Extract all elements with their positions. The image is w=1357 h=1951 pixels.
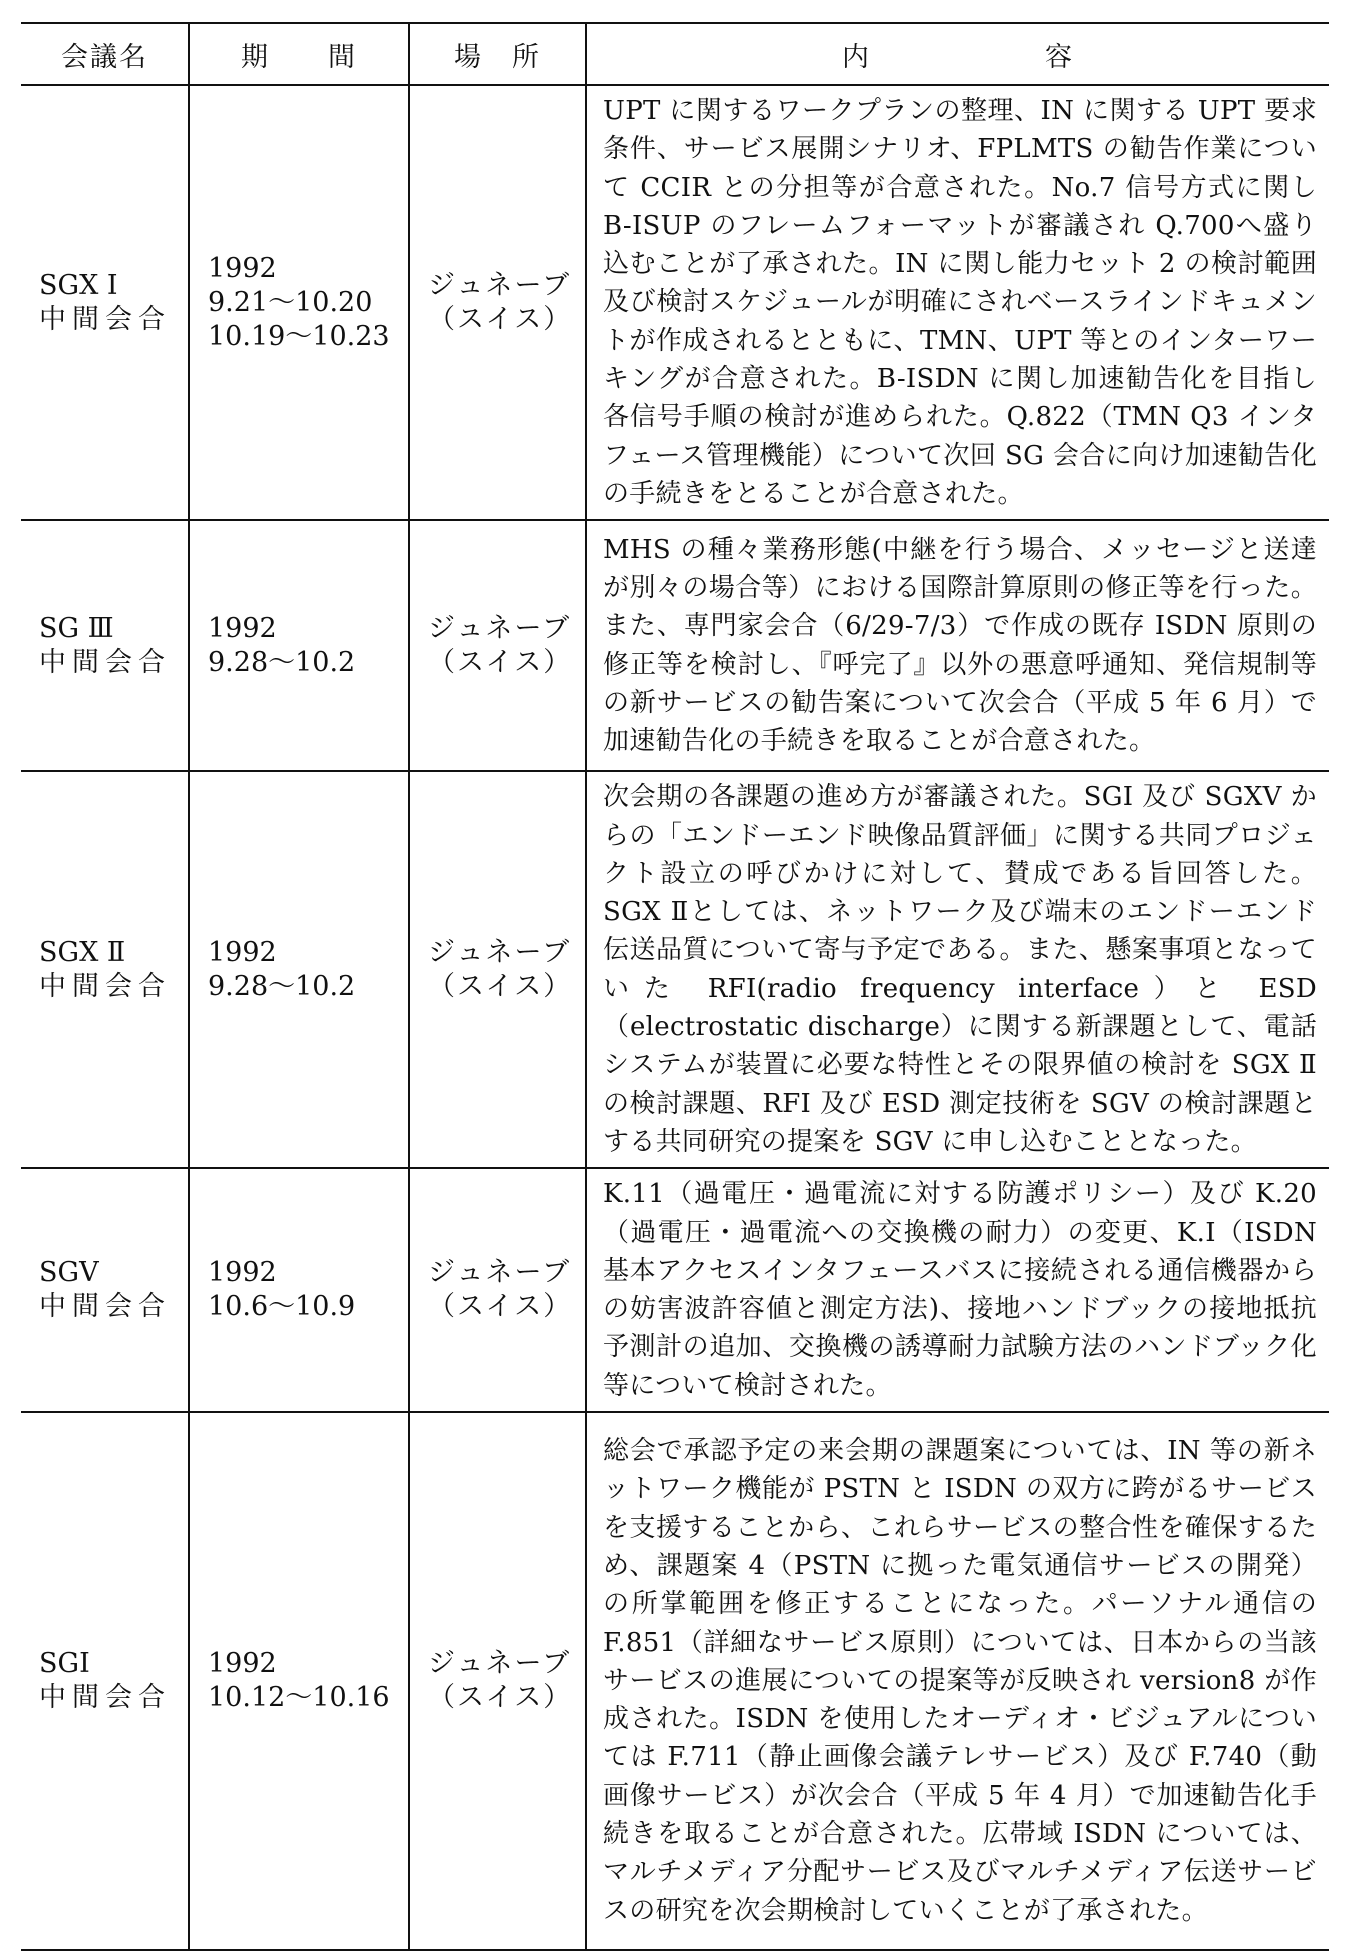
content-cell: 総会で承認予定の来会期の課題案については、IN 等の新ネットワーク機能が PSTN と ISDN の双方に跨がるサービスを支援することから、これらサービスの整合性を確保するため、課題案 4（PSTN に拠った電気通信サービスの開発）の所掌範囲を修正することになった。パーソナル通信の F.851（詳細なサービス原則）については、日本からの当該サービスの進展についての提案等が反映され version8 が作成された。ISDN を使用したオーディオ・ビジュアルについては F.711（静止画像会議テレサービス）及び F.740（動画像サービス）が次会合（平成 5 年 4 月）で加速勧告化手続きを取ることが合意された。広帯域 ISDN については、マルチメディア分配サービス及びマルチメディア伝送サービスの研究を次会期検討していくことが了承された。 (586, 1412, 1329, 1950)
content-cell: K.11（過電圧・過電流に対する防護ポリシー）及び K.20（過電圧・過電流への交換機の耐力）の変更、K.I（ISDN 基本アクセスインタフェースバスに接続される通信機器からの妨害波許容値と測定方法)、接地ハンドブックの接地抵抗予測計の追加、交換機の誘導耐力試験方法のハンドブック化等について検討された。 (586, 1168, 1329, 1412)
period-cell (189, 771, 409, 1168)
table-row (21, 1412, 1329, 1950)
place-country: （スイス） (428, 1291, 573, 1323)
meeting-type: 中間会合 (39, 1291, 171, 1323)
place-cell (409, 85, 586, 520)
content-cell: UPT に関するワークプランの整理、IN に関する UPT 要求条件、サービス展開シナリオ、FPLMTS の勧告作業について CCIR との分担等が合意された。No.7 信号方式に関し B-ISUP のフレームフォーマットが審議され Q.700へ盛り込むことが了承された。IN に関し能力セット 2 の検討範囲及び検討スケジュールが明確にされベースラインドキュメントが作成されるとともに、TMN、UPT 等とのインターワーキングが合意された。B-ISDN に関し加速勧告化を目指し各信号手順の検討が進められた。Q.822（TMN Q3 インタフェース管理機能）について次回 SG 会合に向け加速勧告化の手続きをとることが合意された。 (586, 85, 1329, 520)
table-row (21, 520, 1329, 771)
meeting-group: SGI (39, 1648, 90, 1680)
period-year: 1992 (208, 612, 277, 644)
place-country: （スイス） (428, 1682, 573, 1714)
period-cell (189, 520, 409, 771)
table-header-row (21, 23, 1329, 85)
place-cell (409, 1412, 586, 1950)
content-cell: 次会期の各課題の進め方が審議された。SGI 及び SGXV からの「エンドーエンド映像品質評価」に関する共同プロジェクト設立の呼びかけに対して、賛成である旨回答した。SGX Ⅱとしては、ネットワーク及び端末のエンドーエンド伝送品質について寄与予定である。また、懸案事項となっていた RFI(radio frequency interface）と ESD（electrostatic discharge）に関する新課題として、電話システムが装置に必要な特性とその限界値の検討を SGX Ⅱの検討課題、RFI 及び ESD 測定技術を SGV の検討課題とする共同研究の提案を SGV に申し込むこととなった。 (586, 771, 1329, 1168)
place-cell (409, 771, 586, 1168)
table-row (21, 771, 1329, 1168)
header-place: 場 所 (409, 23, 586, 85)
meeting-type: 中間会合 (39, 646, 171, 678)
meeting-name-cell (21, 85, 189, 520)
period-dates: 10.19～10.23 (208, 320, 390, 352)
meeting-type: 中間会合 (39, 303, 171, 335)
header-content: 内 容 (586, 23, 1329, 85)
meeting-group: SGX Ⅱ (39, 936, 126, 968)
meeting-type: 中間会合 (39, 1682, 171, 1714)
place-country: （スイス） (428, 970, 573, 1002)
place-country: （スイス） (428, 646, 573, 678)
place-cell (409, 520, 586, 771)
meeting-name-cell (21, 520, 189, 771)
period-dates: 10.6～10.9 (208, 1291, 356, 1323)
place-country: （スイス） (428, 303, 573, 335)
place-city: ジュネーブ (428, 612, 572, 644)
header-meeting-name: 会議名 (21, 23, 189, 85)
period-dates: 9.28～10.2 (208, 646, 356, 678)
period-dates: 10.12～10.16 (208, 1682, 390, 1714)
meeting-group: SGV (39, 1257, 99, 1289)
period-year: 1992 (208, 1648, 277, 1680)
meeting-group: SGX Ⅰ (39, 269, 118, 301)
meeting-table (21, 22, 1329, 1951)
period-year: 1992 (208, 1257, 277, 1289)
meeting-type: 中間会合 (39, 970, 171, 1002)
header-period: 期 間 (189, 23, 409, 85)
place-city: ジュネーブ (428, 936, 572, 968)
period-cell (189, 85, 409, 520)
period-year: 1992 (208, 936, 277, 968)
period-dates: 9.28～10.2 (208, 970, 356, 1002)
table-row (21, 85, 1329, 520)
period-year: 1992 (208, 252, 277, 284)
table-row (21, 1168, 1329, 1412)
meeting-name-cell (21, 1168, 189, 1412)
period-cell (189, 1412, 409, 1950)
period-cell (189, 1168, 409, 1412)
place-city: ジュネーブ (428, 1648, 572, 1680)
meeting-name-cell (21, 771, 189, 1168)
place-city: ジュネーブ (428, 269, 572, 301)
period-dates: 9.21～10.20 (208, 286, 373, 318)
meeting-group: SG Ⅲ (39, 612, 114, 644)
place-cell (409, 1168, 586, 1412)
place-city: ジュネーブ (428, 1257, 572, 1289)
meeting-name-cell (21, 1412, 189, 1950)
content-cell: MHS の種々業務形態(中継を行う場合、メッセージと送達が別々の場合等）における国際計算原則の修正等を行った。また、専門家会合（6/29-7/3）で作成の既存 ISDN 原則の修正等を検討し、『呼完了』以外の悪意呼通知、発信規制等の新サービスの勧告案について次会合（平成 5 年 6 月）で加速勧告化の手続きを取ることが合意された。 (586, 520, 1329, 771)
